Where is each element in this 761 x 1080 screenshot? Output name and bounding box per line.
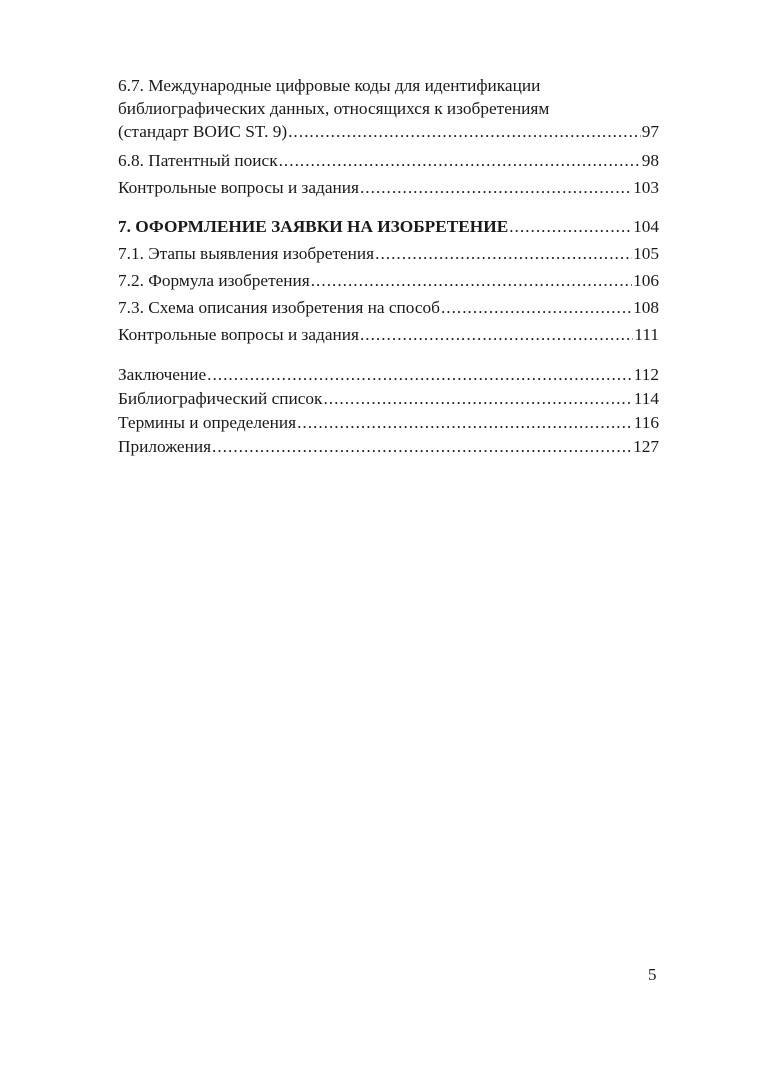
toc-page-number: 111 bbox=[634, 325, 659, 344]
toc-entry-title: Библиографический список bbox=[118, 389, 323, 408]
dot-leader bbox=[279, 147, 641, 174]
dot-leader bbox=[360, 321, 633, 348]
dot-leader bbox=[509, 213, 632, 240]
toc-entry-7-3[interactable] bbox=[118, 294, 659, 321]
toc-entry-title: (стандарт ВОИС ST. 9) bbox=[118, 122, 288, 141]
toc-entry-conclusion[interactable] bbox=[118, 363, 659, 387]
dot-leader bbox=[288, 120, 641, 143]
dot-leader bbox=[441, 294, 632, 321]
toc-page-number: 98 bbox=[641, 151, 659, 170]
toc-page-number: 97 bbox=[641, 122, 659, 141]
dot-leader bbox=[207, 363, 633, 387]
toc-entry-6-8[interactable] bbox=[118, 147, 659, 174]
toc-entry-7-2[interactable] bbox=[118, 267, 659, 294]
toc-entry-title: 7.1. Этапы выявления изобретения bbox=[118, 244, 375, 263]
toc-entry-bibliography[interactable] bbox=[118, 387, 659, 411]
toc-entry-title: Заключение bbox=[118, 365, 207, 384]
toc-page-number: 106 bbox=[633, 271, 659, 290]
toc-entry-title: Контрольные вопросы и задания bbox=[118, 178, 359, 197]
dot-leader bbox=[297, 411, 633, 435]
toc-page-number: 103 bbox=[633, 178, 659, 197]
toc-chapter-7[interactable] bbox=[118, 213, 659, 240]
dot-leader bbox=[212, 435, 632, 459]
toc-entry-6-7-line1: 6.7. Международные цифровые коды для идентификации bbox=[118, 76, 541, 95]
toc-entry-title: 7.3. Схема описания изобретения на способ bbox=[118, 298, 440, 317]
toc-entry-6-7-line2: библиографических данных, относящихся к изобретениям bbox=[118, 99, 550, 118]
dot-leader bbox=[323, 387, 632, 411]
toc-page-number: 112 bbox=[633, 365, 659, 384]
page-number: 5 bbox=[648, 965, 657, 984]
toc-entry-title: Термины и определения bbox=[118, 413, 297, 432]
table-of-contents bbox=[118, 74, 659, 459]
toc-page-number: 108 bbox=[633, 298, 659, 317]
toc-entry-7-questions[interactable] bbox=[118, 321, 659, 348]
dot-leader bbox=[360, 174, 632, 201]
dot-leader bbox=[311, 267, 632, 294]
toc-entry-6-7[interactable] bbox=[118, 120, 659, 143]
toc-chapter-title: 7. ОФОРМЛЕНИЕ ЗАЯВКИ НА ИЗОБРЕТЕНИЕ bbox=[118, 217, 509, 236]
toc-entry-title: Приложения bbox=[118, 437, 212, 456]
toc-entry-title: 7.2. Формула изобретения bbox=[118, 271, 310, 290]
toc-entry-title: 6.8. Патентный поиск bbox=[118, 151, 278, 170]
toc-entry-title: Контрольные вопросы и задания bbox=[118, 325, 359, 344]
toc-page-number: 116 bbox=[633, 413, 659, 432]
toc-entry-7-1[interactable] bbox=[118, 240, 659, 267]
toc-page-number: 127 bbox=[633, 437, 659, 456]
toc-entry-6-questions[interactable] bbox=[118, 174, 659, 201]
toc-page-number: 104 bbox=[633, 217, 659, 236]
toc-page-number: 105 bbox=[633, 244, 659, 263]
toc-entry-terms[interactable] bbox=[118, 411, 659, 435]
toc-entry-appendices[interactable] bbox=[118, 435, 659, 459]
dot-leader bbox=[375, 240, 632, 267]
toc-page-number: 114 bbox=[633, 389, 659, 408]
